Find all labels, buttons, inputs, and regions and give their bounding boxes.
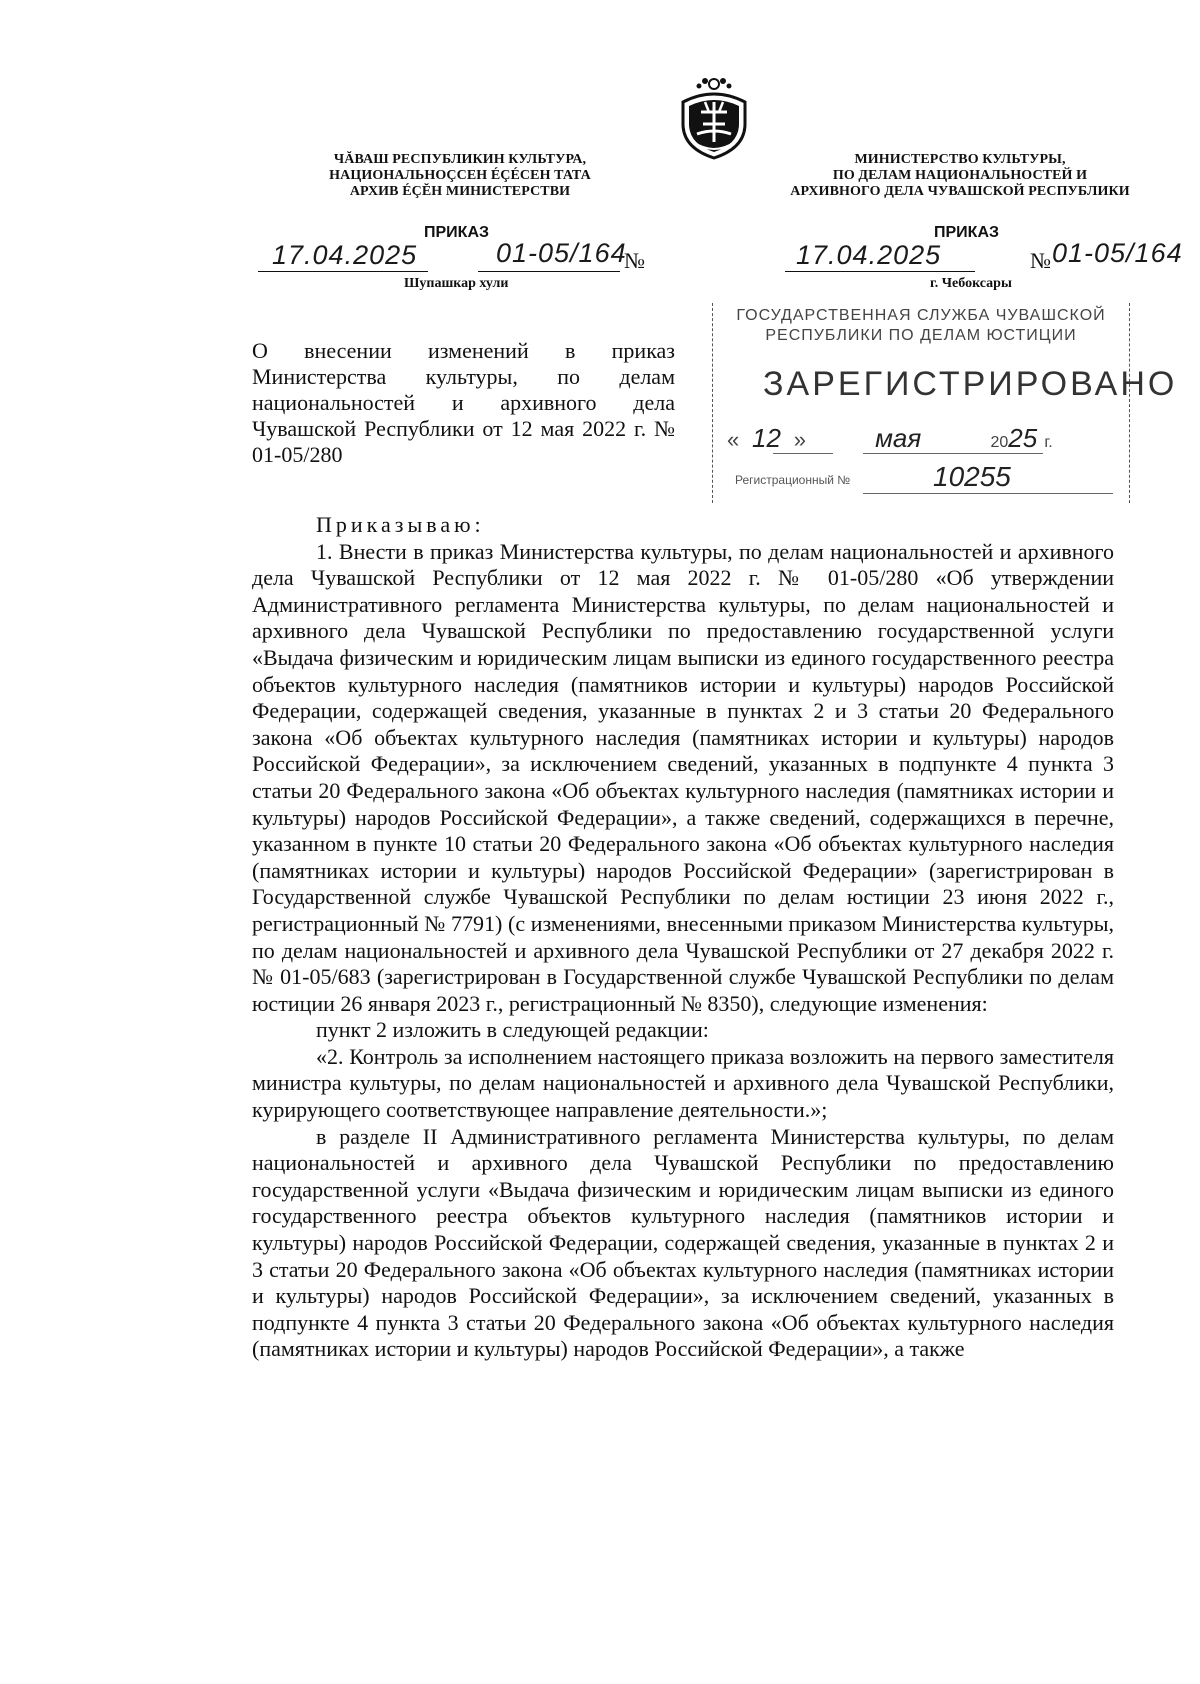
ministry-name-russian: [770, 152, 1150, 200]
order-date-left: 17.04.2025: [272, 240, 418, 270]
number-sign-left: №: [624, 248, 645, 273]
stamp-date: [727, 423, 1053, 454]
coat-of-arms-emblem: [675, 72, 753, 160]
order-title-left: ПРИКАЗ: [424, 224, 490, 241]
stamp-year-letter: г.: [1044, 434, 1053, 451]
order-place-left: Шупашкар хули: [404, 276, 509, 291]
ministry-name-line: АРХИВНОГО ДЕЛА ЧУВАШСКОЙ РЕСПУБЛИКИ: [790, 184, 1130, 199]
ministry-name-line: ЧĂВАШ РЕСПУБЛИКИН КУЛЬТУРА,: [333, 152, 587, 167]
stamp-open-quote: «: [727, 427, 740, 452]
stamp-line-2: РЕСПУБЛИКИ ПО ДЕЛАМ ЮСТИЦИИ: [765, 327, 1077, 344]
stamp-reg-underline: [863, 493, 1113, 494]
stamp-close-quote: »: [793, 427, 806, 452]
prikazyvayu-heading: Приказываю:: [316, 512, 485, 537]
ministry-name-line: АРХИВ ÉÇĔН МИНИСТЕРСТВИ: [349, 184, 571, 199]
body-paragraph: «2. Контроль за исполнением настоящего приказа возложить на первого заместителя министра культуры, по делам национальностей и архивного дела Чувашской Республики, курирующего соответствующее направление деятельности.»;: [252, 1043, 1114, 1123]
order-place-right: г. Чебоксары: [930, 276, 1012, 291]
order-number-left: 01-05/164: [496, 238, 627, 268]
order-date-right: 17.04.2025: [796, 240, 942, 270]
order-subject: О внесении изменений в приказ Министерства культуры, по делам национальностей и архивного дела Чувашской Республики от 12 мая 2022 г. № 01-05/280: [252, 338, 675, 467]
stamp-day: 12: [752, 423, 781, 453]
order-title-right: ПРИКАЗ: [934, 224, 1000, 241]
body-paragraph: в разделе II Административного регламента Министерства культуры, по делам национальностей и архивного дела Чувашской Республики по предоставлению государственной услуги «Выдача физическим и юридическим лицам выписки из единого государственного реестра объектов культурного наследия (памятников истории и культуры) народов Российской Федерации, содержащей сведения, указанные в пунктах 2 и 3 статьи 20 Федерального закона «Об объектах культурного наследия (памятниках истории и культуры) народов Российской Федерации», за исключением сведений, указанных в подпункте 4 пункта 3 статьи 20 Федерального закона «Об объектах культурного наследия (памятниках истории и культуры) народов Российской Федерации», а также: [252, 1123, 1114, 1362]
stamp-month: мая: [875, 423, 922, 453]
stamp-day-underline: [773, 453, 833, 454]
stamp-reg-label: Регистрационный №: [735, 473, 851, 487]
ministry-name-chuvash: [305, 152, 615, 200]
order-number-right: 01-05/164: [1052, 238, 1183, 268]
stamp-year-suffix: 25: [1008, 423, 1038, 453]
date-underline-right: [785, 271, 975, 272]
body-paragraph: 1. Внести в приказ Министерства культуры, по делам национальностей и архивного дела Чувашской Республики от 12 мая 2022 г. № 01-05/280 «Об утверждении Административного регламента Министерства культуры, по делам национальностей и архивного дела Чувашской Республики по предоставлению государственной услуги «Выдача физическим и юридическим лицам выписки из единого государственного реестра объектов культурного наследия (памятников истории и культуры) народов Российской Федерации, содержащей сведения, указанные в пунктах 2 и 3 статьи 20 Федерального закона «Об объектах культурного наследия (памятниках истории и культуры) народов Российской Федерации», за исключением сведений, указанных в подпункте 4 пункта 3 статьи 20 Федерального закона «Об объектах культурного наследия (памятниках истории и культуры) народов Российской Федерации», а также сведений, содержащихся в перечне, указанном в пункте 10 статьи 20 Федерального закона «Об объектах культурного наследия (памятниках истории и культуры) народов Российской Федерации» (зарегистрирован в Государственной службе Чувашской Республики по делам юстиции 23 июня 2022 г., регистрационный № 7791) (с изменениями, внесенными приказом Министерства культуры, по делам национальностей и архивного дела Чувашской Республики от 27 декабря 2022 г. № 01-05/683 (зарегистрирован в Государственной службе Чувашской Республики по делам юстиции 26 января 2023 г., регистрационный № 8350), следующие изменения:: [252, 538, 1114, 1016]
stamp-title: ЗАРЕГИСТРИРОВАНО: [763, 365, 1178, 403]
registration-stamp: [712, 303, 1178, 503]
stamp-year-prefix: 20: [990, 434, 1009, 451]
stamp-line-1: ГОСУДАРСТВЕННАЯ СЛУЖБА ЧУВАШСКОЙ: [736, 307, 1106, 324]
date-underline-left: [258, 271, 428, 272]
stamp-month-underline: [863, 453, 1043, 454]
stamp-reg-number: 10255: [933, 461, 1011, 492]
number-underline-left: [478, 271, 620, 272]
ministry-name-line: НАЦИОНАЛЬНОÇСЕН ÉÇÉСЕН ТАТА: [329, 168, 591, 183]
ministry-name-line: ПО ДЕЛАМ НАЦИОНАЛЬНОСТЕЙ И: [832, 168, 1088, 183]
number-sign-right: №: [1030, 248, 1051, 273]
body-paragraph: пункт 2 изложить в следующей редакции:: [316, 1017, 709, 1043]
order-body: [252, 512, 1114, 1363]
ministry-name-line: МИНИСТЕРСТВО КУЛЬТУРЫ,: [854, 152, 1066, 167]
